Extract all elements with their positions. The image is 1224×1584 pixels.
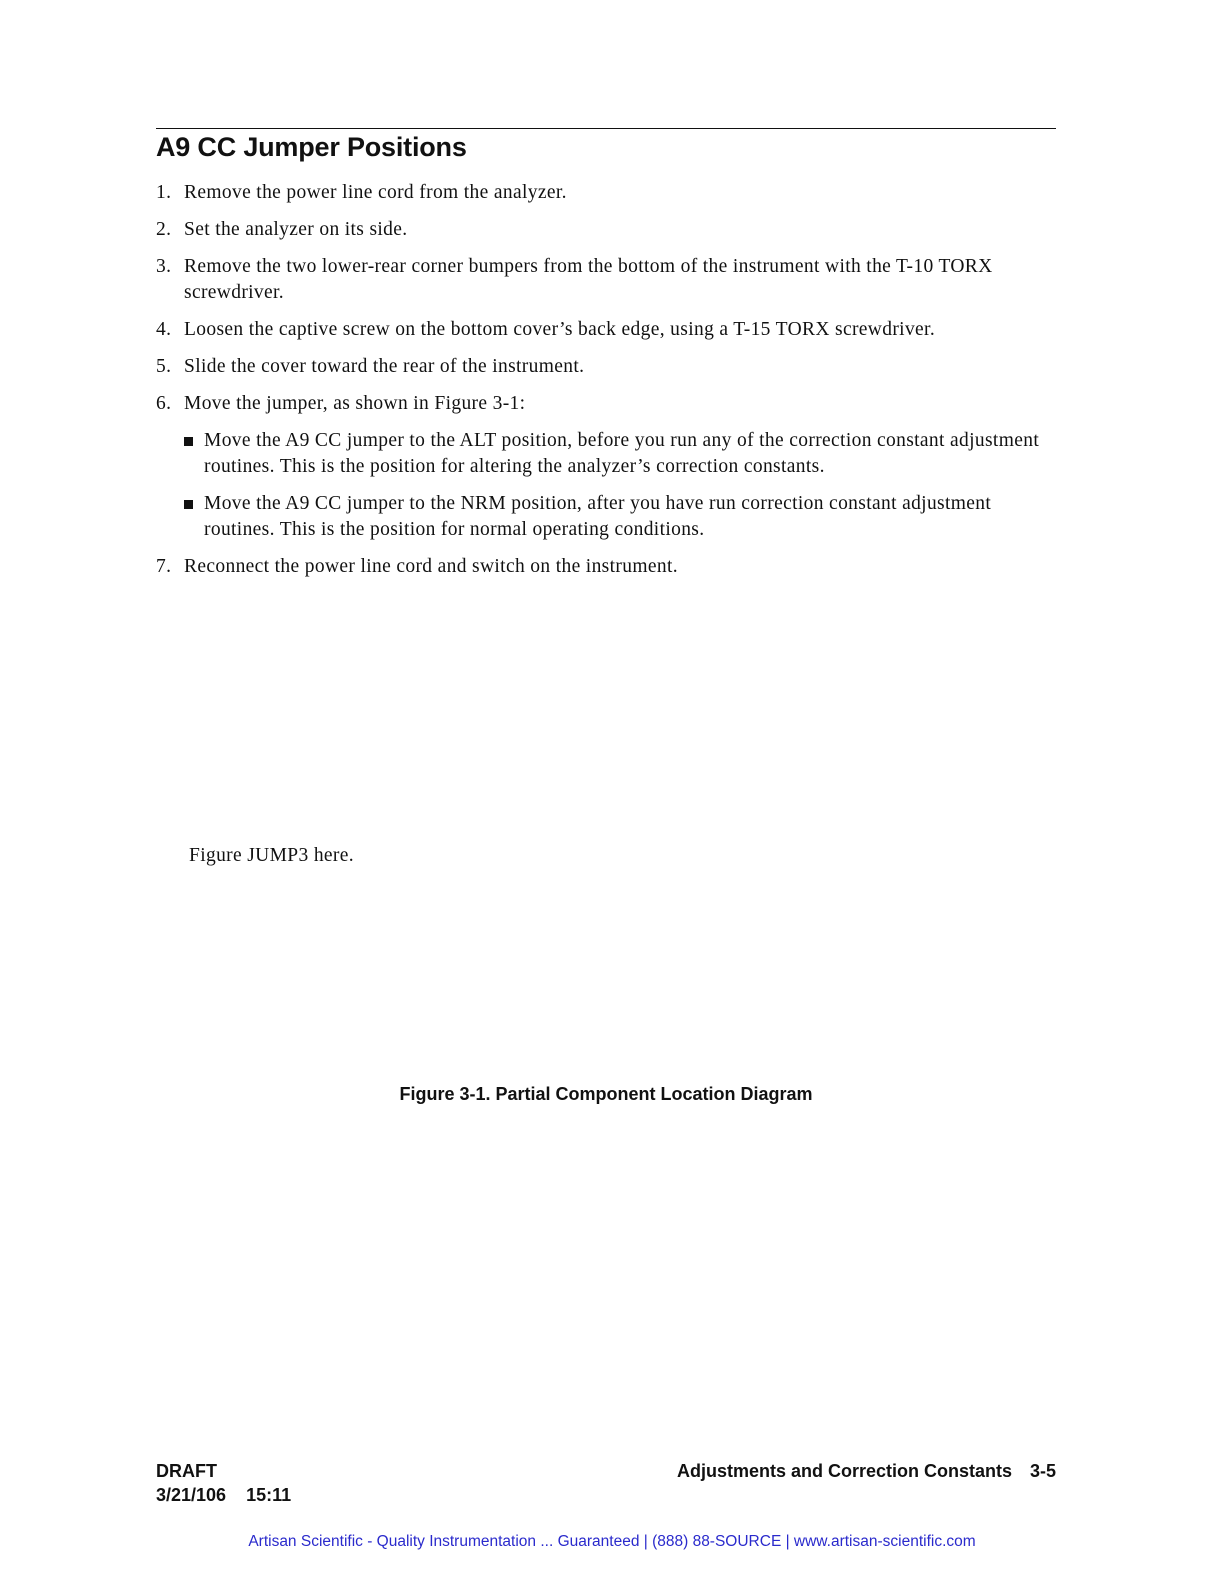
draft-timestamp [156,1483,291,1507]
step-text: Remove the power line cord from the analyzer. [184,182,567,203]
step-text: Set the analyzer on its side. [184,219,408,240]
step-number: 4. [156,319,172,340]
page-number: 3-5 [1029,1461,1056,1481]
bullet-text: Move the A9 CC jumper to the NRM position, after you have run correction constant adjustment routines. This is the position for normal operating conditions. [204,493,992,540]
step-item [156,254,1056,306]
step-bullets [184,428,1056,543]
step-number: 1. [156,182,172,203]
step-number: 2. [156,219,172,240]
square-bullet-icon [184,437,193,446]
step-text: Remove the two lower-rear corner bumpers from the bottom of the instrument with the T-10 TORX screwdriver. [184,256,993,303]
step-number: 3. [156,256,172,277]
step-number: 5. [156,356,172,377]
step-number: 6. [156,393,172,414]
bullet-item [184,428,1056,480]
step-text: Move the jumper, as shown in Figure 3-1: [184,393,526,414]
step-item [156,180,1056,206]
section-rule [156,128,1056,129]
step-item [156,554,1056,580]
footer-draft-info [156,1459,291,1507]
vendor-banner: Artisan Scientific - Quality Instrumentation ... Guaranteed | (888) 88-SOURCE | www.artisan-scientific.com [248,1533,976,1550]
step-item [156,354,1056,380]
step-item [156,217,1056,243]
figure-caption: Figure 3-1. Partial Component Location Diagram [399,1084,813,1104]
draft-date: 3/21/106 [156,1485,227,1505]
bullet-item [184,491,1056,543]
step-item [156,391,1056,543]
chapter-title: Adjustments and Correction Constants [676,1461,1012,1481]
step-text: Loosen the captive screw on the bottom cover’s back edge, using a T-15 TORX screwdriver. [184,319,936,340]
procedure-steps [156,180,1056,591]
footer-chapter-info [677,1459,1056,1483]
figure-placeholder: Figure JUMP3 here. [189,845,354,866]
step-text: Reconnect the power line cord and switch on the instrument. [184,556,678,577]
section-title: A9 CC Jumper Positions [156,132,467,162]
bullet-text: Move the A9 CC jumper to the ALT position, before you run any of the correction constant adjustment routines. This is the position for altering the analyzer’s correction constants. [204,430,1040,477]
draft-label: DRAFT [156,1461,217,1481]
step-number: 7. [156,556,172,577]
square-bullet-icon [184,500,193,509]
step-item [156,317,1056,343]
step-text: Slide the cover toward the rear of the instrument. [184,356,585,377]
draft-time: 15:11 [246,1485,292,1505]
